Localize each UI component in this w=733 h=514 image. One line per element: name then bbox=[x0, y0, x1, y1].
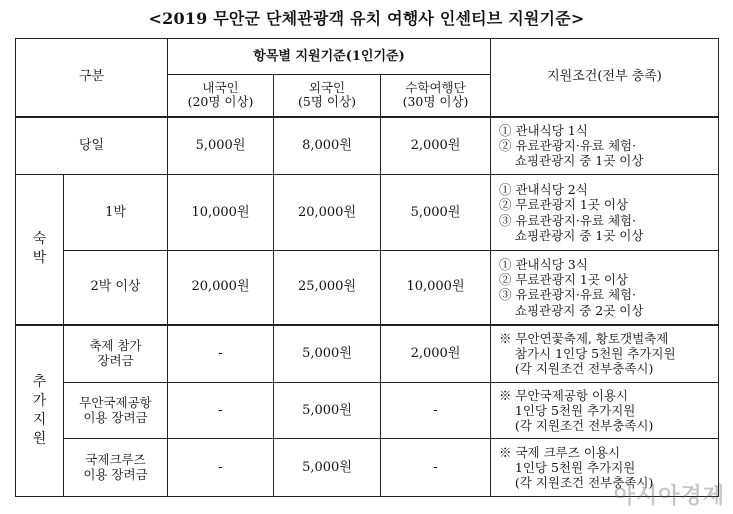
condition-line: 1인당 5천원 추가지원 bbox=[499, 459, 636, 475]
condition-line: 쇼핑관광지 중 1곳 이상 bbox=[499, 153, 644, 169]
header-domestic-label: 내국인 bbox=[202, 79, 239, 95]
header-category: 구분 bbox=[16, 39, 168, 117]
cell-school: 2,000원 bbox=[381, 117, 491, 175]
group-char: 숙 bbox=[32, 231, 47, 248]
watermark-logo: 아시아경제 bbox=[613, 484, 725, 509]
condition-line: (각 지원조건 전부충족시) bbox=[499, 361, 654, 377]
cell-domestic: - bbox=[168, 439, 274, 497]
row-label: 2박 이상 bbox=[64, 251, 168, 325]
cell-domestic: 10,000원 bbox=[168, 175, 274, 251]
cell-domestic: - bbox=[168, 325, 274, 383]
group-stay bbox=[16, 175, 64, 325]
condition-line: ② 무료관광지 1곳 이상 bbox=[499, 272, 628, 287]
row-label-line: 축제 참가 bbox=[89, 338, 142, 354]
group-char: 지 bbox=[32, 411, 47, 428]
header-row-1 bbox=[16, 39, 719, 75]
group-extra bbox=[16, 325, 64, 497]
row-label bbox=[64, 325, 168, 383]
table-row bbox=[16, 117, 719, 175]
group-char: 가 bbox=[32, 392, 47, 409]
condition-line: ※ 국제 크루즈 이용시 bbox=[499, 444, 621, 460]
cell-foreign: 20,000원 bbox=[274, 175, 381, 251]
group-char: 원 bbox=[32, 430, 47, 447]
header-school-sub: (30명 이상) bbox=[402, 94, 469, 110]
cell-foreign: 5,000원 bbox=[274, 439, 381, 497]
cell-domestic: 20,000원 bbox=[168, 251, 274, 325]
group-char: 추 bbox=[32, 373, 47, 390]
table-row bbox=[16, 251, 719, 325]
cell-foreign: 5,000원 bbox=[274, 383, 381, 439]
table-row bbox=[16, 383, 719, 439]
header-foreign-sub: (5명 이상) bbox=[298, 94, 356, 110]
row-label: 당일 bbox=[16, 117, 168, 175]
condition-line: ③ 유료관광지·유료 체험· bbox=[499, 287, 637, 303]
condition-line: ① 관내식당 3식 bbox=[499, 256, 588, 272]
group-char: 박 bbox=[32, 250, 47, 267]
row-label-line: 장려금 bbox=[97, 352, 134, 368]
condition-line: (각 지원조건 전부충족시) bbox=[499, 475, 654, 491]
cell-conditions bbox=[491, 325, 719, 383]
cell-school: - bbox=[381, 383, 491, 439]
cell-conditions bbox=[491, 383, 719, 439]
table-row bbox=[16, 175, 719, 251]
condition-line: 쇼핑관광지 중 1곳 이상 bbox=[499, 227, 644, 243]
row-label-line: 무안국제공항 bbox=[79, 395, 152, 411]
condition-line: ① 관내식당 1식 bbox=[499, 122, 588, 138]
row-label-line: 이용 장려금 bbox=[83, 466, 148, 482]
condition-line: ※ 무안연꽃축제, 황토갯벌축제 bbox=[499, 330, 669, 346]
header-domestic-sub: (20명 이상) bbox=[187, 94, 254, 110]
incentive-table bbox=[15, 38, 719, 497]
cell-domestic: 5,000원 bbox=[168, 117, 274, 175]
header-foreign bbox=[274, 75, 381, 117]
cell-foreign: 8,000원 bbox=[274, 117, 381, 175]
cell-domestic: - bbox=[168, 383, 274, 439]
row-label: 1박 bbox=[64, 175, 168, 251]
cell-foreign: 5,000원 bbox=[274, 325, 381, 383]
row-label bbox=[64, 439, 168, 497]
cell-conditions bbox=[491, 175, 719, 251]
condition-line: ② 유료관광지·유료 체험· bbox=[499, 138, 637, 154]
cell-school: 10,000원 bbox=[381, 251, 491, 325]
condition-line: ※ 무안국제공항 이용시 bbox=[499, 387, 629, 403]
condition-line: 1인당 5천원 추가지원 bbox=[499, 402, 636, 418]
cell-school: 2,000원 bbox=[381, 325, 491, 383]
row-label-line: 이용 장려금 bbox=[83, 409, 148, 425]
condition-line: ③ 유료관광지·유료 체험· bbox=[499, 212, 637, 228]
condition-line: (각 지원조건 전부충족시) bbox=[499, 418, 654, 434]
header-conditions: 지원조건(전부 충족) bbox=[491, 39, 719, 117]
condition-line: 쇼핑관광지 중 2곳 이상 bbox=[499, 302, 644, 318]
condition-line: ① 관내식당 2식 bbox=[499, 182, 588, 197]
cell-school: - bbox=[381, 439, 491, 497]
header-foreign-label: 외국인 bbox=[308, 79, 346, 95]
cell-foreign: 25,000원 bbox=[274, 251, 381, 325]
header-school-label: 수학여행단 bbox=[405, 79, 466, 95]
row-label-line: 국제크루즈 bbox=[85, 452, 146, 468]
header-criteria: 항목별 지원기준(1인기준) bbox=[168, 39, 491, 75]
condition-line: 참가시 1인당 5천원 추가지원 bbox=[499, 346, 676, 362]
header-domestic bbox=[168, 75, 274, 117]
page-title: <2019 무안군 단체관광객 유치 여행사 인센티브 지원기준> bbox=[148, 9, 585, 28]
condition-line: ② 무료관광지 1곳 이상 bbox=[499, 197, 628, 213]
table-row bbox=[16, 325, 719, 383]
header-school bbox=[381, 75, 491, 117]
cell-conditions bbox=[491, 251, 719, 325]
cell-school: 5,000원 bbox=[381, 175, 491, 251]
cell-conditions bbox=[491, 117, 719, 175]
row-label bbox=[64, 383, 168, 439]
